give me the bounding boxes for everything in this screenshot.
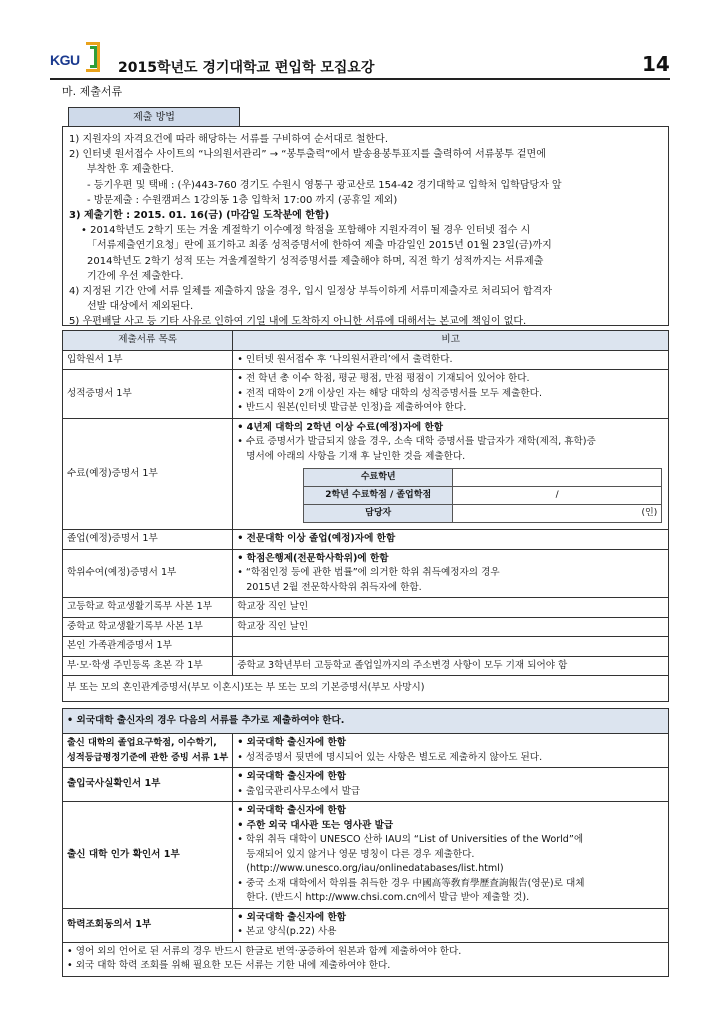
doc-name: 출신 대학 인가 확인서 1부 bbox=[63, 802, 233, 909]
doc-name-line: 성적등급평정기준에 관한 증빙 서류 1부 bbox=[67, 751, 229, 763]
remark-line: • 반드시 원본(인터넷 발급분 인정)을 제출하여야 한다. bbox=[237, 402, 467, 413]
note-line: 5) 우편배달 사고 등 기타 사유로 인하여 기일 내에 도착하지 아니한 서류에 대해서는 본교에 책임이 없다. bbox=[69, 316, 527, 328]
remark-line: • 외국대학 출신자에 한함 bbox=[237, 911, 347, 923]
logo-bracket-inner bbox=[90, 46, 97, 68]
doc-name: 출입국사실확인서 1부 bbox=[63, 768, 233, 802]
remark-line: 한다. (반드시 http://www.chsi.com.cn에서 발급 받아 제출할 것). bbox=[246, 892, 530, 903]
col-header-remarks: 비고 bbox=[233, 331, 669, 351]
footnote-line: • 외국 대학 학력 조회를 위해 필요한 모든 서류는 기한 내에 제출하여야 한다. bbox=[67, 960, 391, 971]
form-value bbox=[453, 469, 662, 487]
note-line: 2) 인터넷 원서접수 사이트의 “나의원서관리” → “봉투출력”에서 발송용봉투표지를 출력하여 서류봉투 겉면에 bbox=[69, 149, 546, 161]
doc-name: 중학교 학교생활기록부 사본 1부 bbox=[63, 617, 233, 637]
logo-text: KGU bbox=[50, 52, 80, 68]
table-row bbox=[63, 908, 669, 942]
remark-line: • 주한 외국 대사관 또는 영사관 발급 bbox=[237, 819, 394, 831]
table-row bbox=[63, 656, 669, 676]
submission-method-tab: 제출 방법 bbox=[68, 107, 240, 127]
note-line: 「서류제출연기요청」란에 표기하고 최종 성적증명서에 한하여 제출 마감일인 2015년 01월 23일(금)까지 bbox=[87, 240, 552, 252]
remark-line: • 학위 취득 대학이 UNESCO 산하 IAU의 “List of Universities of the World”에 bbox=[237, 834, 584, 845]
doc-name: 학력조회동의서 1부 bbox=[63, 908, 233, 942]
note-line: 2014학년도 2학기 성적 또는 겨울계절학기 성적증명서를 제출해야 하며, 직전 학기 성적까지는 서류제출 bbox=[87, 255, 544, 267]
note-line: 4) 지정된 기간 안에 서류 일체를 제출하지 않을 경우, 입시 일정상 부득이하게 서류미제출자로 처리되어 합격자 bbox=[69, 286, 552, 298]
form-value: / bbox=[453, 487, 662, 505]
form-key: 수료학년 bbox=[304, 469, 453, 487]
parent-certificate-note: 부 또는 모의 혼인관계증명서(부모 이혼시)또는 부 또는 모의 기본증명서(부모 사망시) bbox=[63, 676, 669, 702]
form-key: 담당자 bbox=[304, 505, 453, 523]
table-row bbox=[63, 802, 669, 909]
remark bbox=[233, 637, 669, 657]
remark-line: 등재되어 있지 않거나 영문 명칭이 다른 경우 제출한다. bbox=[246, 848, 475, 860]
note-line: 기간에 우선 제출한다. bbox=[87, 270, 184, 282]
kgu-logo bbox=[50, 40, 102, 74]
remark-line: (http://www.unesco.org/iau/onlinedatabases/list.html) bbox=[246, 863, 504, 874]
remark: 학교장 직인 날인 bbox=[233, 617, 669, 637]
note-line: • 2014학년도 2학기 또는 겨울 계절학기 이수예정 학점을 포함해야 지원자격이 될 경우 인터넷 접수 시 bbox=[81, 225, 531, 237]
table-row bbox=[63, 549, 669, 598]
remark-line: • 외국대학 출신자에 한함 bbox=[237, 805, 347, 816]
doc-name: 졸업(예정)증명서 1부 bbox=[63, 530, 233, 550]
note-line: - 등기우편 및 택배 : (우)443-760 경기도 수원시 영통구 광교산로 154-42 경기대학교 입학처 입학담당자 앞 bbox=[87, 179, 562, 191]
foreign-header-row bbox=[63, 708, 669, 734]
remark-line: • “학점인정 등에 관한 법률”에 의거한 학위 취득예정자의 경우 bbox=[237, 567, 500, 578]
note-line: 선발 대상에서 제외된다. bbox=[87, 301, 194, 313]
remark-line: • 외국대학 출신자에 한함 bbox=[237, 737, 347, 748]
remark-line: • 전적 대학이 2개 이상인 자는 해당 대학의 성적증명서를 모두 제출한다. bbox=[237, 387, 543, 399]
remark-line: 2015년 2월 전문학사학위 취득자에 한함. bbox=[246, 581, 422, 593]
table-row bbox=[63, 768, 669, 802]
col-header-documents: 제출서류 목록 bbox=[63, 331, 233, 351]
footnote-line: • 영어 외의 언어로 된 서류의 경우 반드시 한글로 번역·공증하여 원본과 함께 제출하여야 한다. bbox=[67, 945, 462, 957]
doc-name: 수료(예정)증명서 1부 bbox=[63, 418, 233, 530]
form-key: 2학년 수료학점 / 졸업학점 bbox=[304, 487, 453, 505]
remark-line: • 성적증명서 뒷면에 명시되어 있는 사항은 별도로 제출하지 않아도 된다. bbox=[237, 751, 543, 763]
remark-line: • 출입국관리사무소에서 발급 bbox=[237, 785, 361, 797]
foreign-graduates-heading: • 외국대학 출신자의 경우 다음의 서류를 추가로 제출하여야 한다. bbox=[63, 708, 669, 734]
submission-notes bbox=[62, 126, 669, 326]
remark-line: • 중국 소재 대학에서 학위를 취득한 경우 中國高等敎育學歷査詢報告(영문)로 대체 bbox=[237, 877, 585, 889]
table-row bbox=[63, 350, 669, 370]
remark-line: • 외국대학 출신자에 한함 bbox=[237, 771, 347, 782]
doc-name: 고등학교 학교생활기록부 사본 1부 bbox=[63, 598, 233, 618]
note-line-deadline: 3) 제출기한 : 2015. 01. 16(금) (마감일 도착분에 한함) bbox=[69, 210, 330, 222]
doc-name: 본인 가족관계증명서 1부 bbox=[63, 637, 233, 657]
table-row bbox=[63, 370, 669, 419]
page-header-title: 2015학년도 경기대학교 편입학 모집요강 bbox=[118, 60, 375, 76]
doc-name: 성적증명서 1부 bbox=[63, 370, 233, 419]
table-header-row bbox=[63, 331, 669, 351]
table-row bbox=[63, 530, 669, 550]
table-row bbox=[63, 942, 669, 976]
note-line: - 방문제출 : 수원캠퍼스 1강의동 1층 입학처 17:00 까지 (공휴일 제외) bbox=[87, 194, 398, 206]
table-row bbox=[63, 676, 669, 702]
table-row bbox=[63, 734, 669, 768]
remark-line: • 인터넷 원서접수 후 ‘나의원서관리’에서 출력한다. bbox=[237, 353, 453, 365]
note-line: 1) 지원자의 자격요건에 따라 해당하는 서류를 구비하여 순서대로 철한다. bbox=[69, 134, 389, 145]
remark-line: • 4년제 대학의 2학년 이상 수료(예정)자에 한함 bbox=[237, 421, 444, 433]
doc-name: 입학원서 1부 bbox=[63, 350, 233, 370]
remark-line: • 전 학년 총 이수 학점, 평균 평점, 만점 평점이 기재되어 있어야 한다. bbox=[237, 373, 530, 384]
section-title: 마. 제출서류 bbox=[62, 85, 123, 98]
completion-form-table bbox=[303, 468, 662, 523]
doc-name-line: 출신 대학의 졸업요구학점, 이수학기, bbox=[67, 737, 217, 748]
remark-line: • 학점은행제(전문학사학위)에 한함 bbox=[237, 552, 389, 564]
remark-line: • 수료 증명서가 발급되지 않을 경우, 소속 대학 증명서를 발급자가 재학(제적, 휴학)증 bbox=[237, 436, 596, 447]
header-rule bbox=[50, 78, 670, 80]
form-value: (인) bbox=[453, 505, 662, 523]
remark-line: 명서에 아래의 사항을 기재 후 날인한 것을 제출한다. bbox=[246, 450, 466, 462]
doc-name: 부·모·학생 주민등록 초본 각 1부 bbox=[63, 656, 233, 676]
documents-table bbox=[62, 330, 669, 977]
table-row bbox=[63, 598, 669, 618]
spacer-row bbox=[63, 701, 669, 708]
table-row bbox=[63, 617, 669, 637]
page-number: 14 bbox=[642, 52, 670, 76]
remark: 학교장 직인 날인 bbox=[233, 598, 669, 618]
remark-line: • 전문대학 이상 졸업(예정)자에 한함 bbox=[237, 533, 396, 544]
remark-line: • 본교 양식(p.22) 사용 bbox=[237, 926, 337, 937]
doc-name: 학위수여(예정)증명서 1부 bbox=[63, 549, 233, 598]
note-line: 부착한 후 제출한다. bbox=[87, 164, 174, 176]
remark: 중학교 3학년부터 고등학교 졸업일까지의 주소변경 사항이 모두 기재 되어야 함 bbox=[233, 656, 669, 676]
table-row bbox=[63, 637, 669, 657]
table-row bbox=[63, 418, 669, 530]
